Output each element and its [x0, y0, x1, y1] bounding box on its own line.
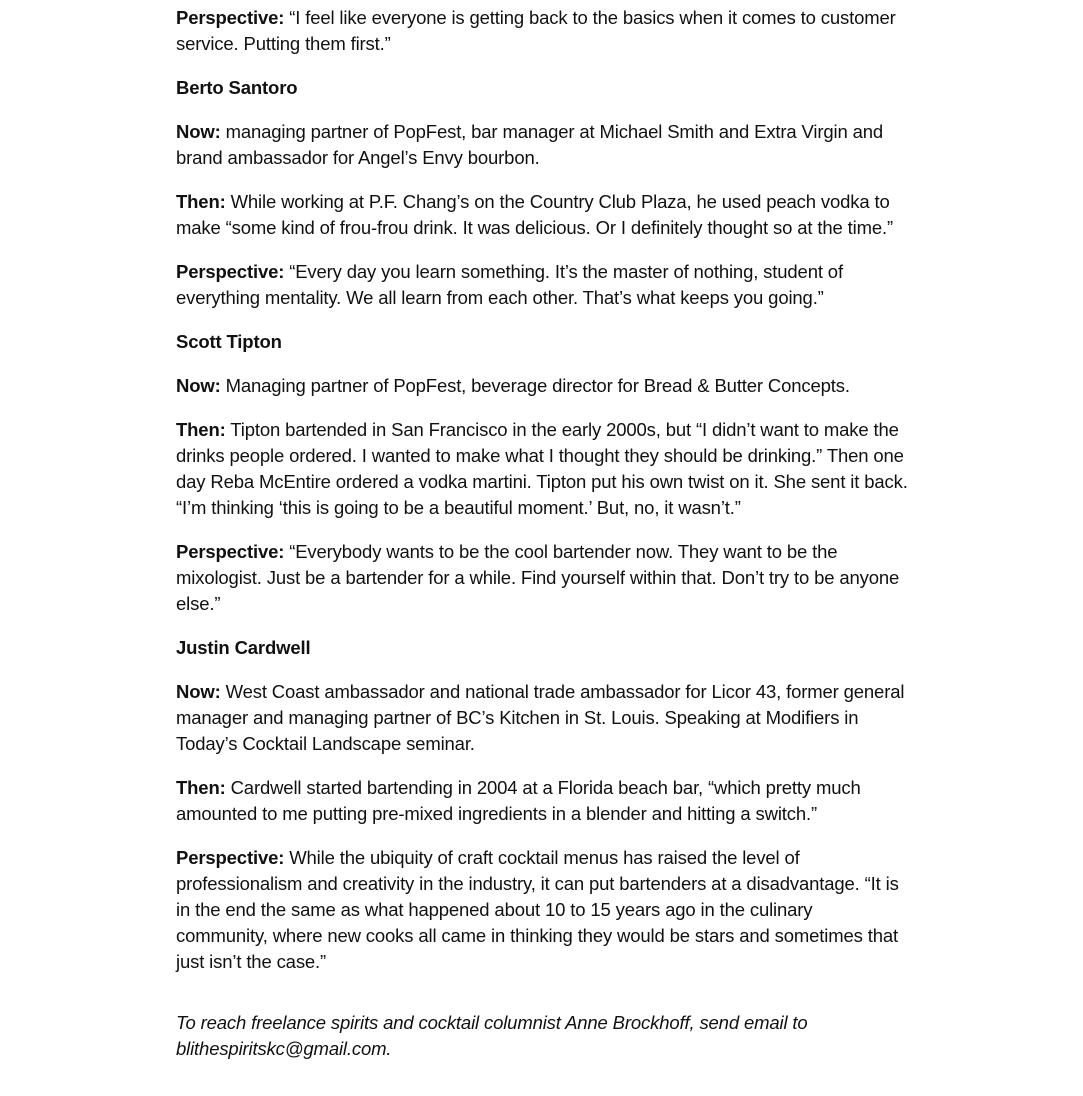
now-paragraph — [176, 679, 908, 757]
perspective-text: “Everybody wants to be the cool bartender now. They want to be the mixologist. Just be a bartender for a while. Find yourself within that. Don’t try to be anyone else.” — [176, 541, 900, 614]
then-text: Tipton bartended in San Francisco in the early 2000s, but “I didn’t want to make the drinks people ordered. I wanted to make what I thought they should be drinking.” Then one day Reba McEntire ordered a vodka martini. Tipton put his own twist on it. She sent it back. “I’m thinking ‘this is going to be a beautiful moment.’ But, no, it wasn’t.” — [176, 419, 908, 518]
now-label: Now: — [176, 375, 221, 396]
now-label: Now: — [176, 121, 221, 142]
perspective-label: Perspective: — [176, 541, 285, 562]
profile-name: Scott Tipton — [176, 331, 282, 352]
now-text: West Coast ambassador and national trade ambassador for Licor 43, former general manager and managing partner of BC’s Kitchen in St. Louis. Speaking at Modifiers in Today’s Cocktail Landscape seminar. — [176, 681, 905, 754]
now-label: Now: — [176, 681, 221, 702]
perspective-paragraph — [176, 845, 908, 975]
now-text: Managing partner of PopFest, beverage director for Bread & Butter Concepts. — [220, 375, 850, 396]
then-paragraph — [176, 189, 908, 241]
profile-name: Berto Santoro — [176, 77, 298, 98]
profile-name: Justin Cardwell — [176, 637, 311, 658]
then-text: Cardwell started bartending in 2004 at a Florida beach bar, “which pretty much amounted to me putting pre-mixed ingredients in a blender and hitting a switch.” — [176, 777, 861, 824]
article-body — [176, 5, 908, 1080]
now-paragraph — [176, 119, 908, 171]
perspective-text: “Every day you learn something. It’s the master of nothing, student of everything mentality. We all learn from each other. That’s what keeps you going.” — [176, 261, 843, 308]
intro-perspective-paragraph — [176, 5, 908, 57]
perspective-paragraph — [176, 539, 908, 617]
perspective-paragraph — [176, 259, 908, 311]
perspective-text: “I feel like everyone is getting back to the basics when it comes to customer service. Putting them first.” — [176, 7, 896, 54]
then-label: Then: — [176, 777, 226, 798]
perspective-label: Perspective: — [176, 847, 285, 868]
perspective-label: Perspective: — [176, 261, 285, 282]
perspective-text: While the ubiquity of craft cocktail menus has raised the level of professionalism and creativity in the industry, it can put bartenders at a disadvantage. “It is in the end the same as what happened about 10 to 15 years ago in the culinary community, where new cooks all came in thinking they would be stars and sometimes that just isn’t the case.” — [176, 847, 899, 972]
then-label: Then: — [176, 419, 226, 440]
now-paragraph — [176, 373, 908, 399]
now-text: managing partner of PopFest, bar manager at Michael Smith and Extra Virgin and brand ambassador for Angel’s Envy bourbon. — [176, 121, 884, 168]
then-text: While working at P.F. Chang’s on the Country Club Plaza, he used peach vodka to make “some kind of frou-frou drink. It was delicious. Or I definitely thought so at the time.” — [176, 191, 893, 238]
then-label: Then: — [176, 191, 226, 212]
perspective-label: Perspective: — [176, 7, 285, 28]
author-contact-note: To reach freelance spirits and cocktail columnist Anne Brockhoff, send email to blithespiritskc@gmail.com. — [176, 1012, 808, 1059]
then-paragraph — [176, 775, 908, 827]
then-paragraph — [176, 417, 908, 521]
